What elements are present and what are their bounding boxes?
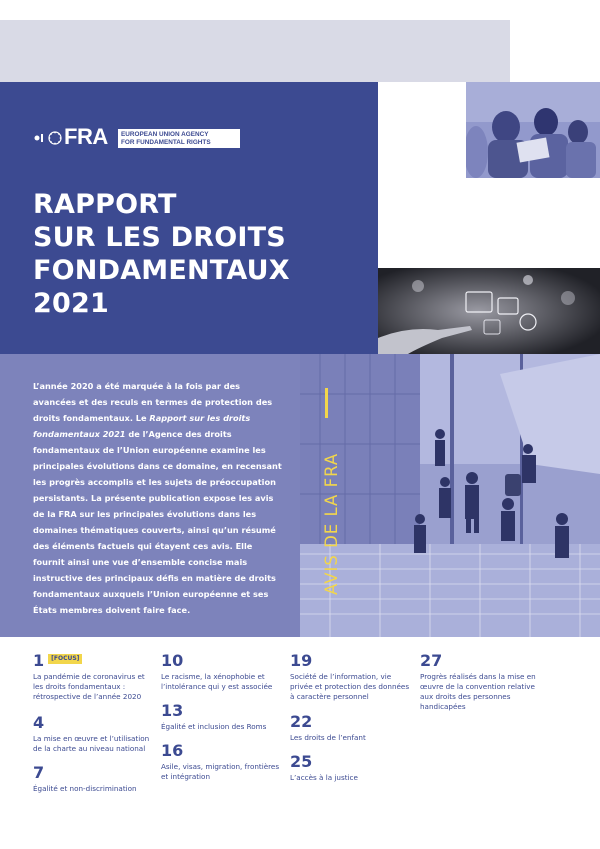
agency-name-box bbox=[118, 129, 240, 148]
digital-hand-photo bbox=[378, 268, 600, 354]
fra-logo bbox=[33, 128, 63, 152]
focus-badge: [FOCUS] bbox=[48, 654, 82, 664]
children-photo bbox=[466, 82, 600, 178]
toc-item-text: Égalité et non-discrimination bbox=[33, 784, 137, 793]
agency-name-line1: EUROPEAN UNION AGENCY bbox=[121, 131, 209, 138]
eu-stars-icon bbox=[33, 128, 63, 148]
toc-page-number: 1 bbox=[33, 651, 45, 670]
toc-item-text: La pandémie de coronavirus et les droits fondamentaux : rétrospective de l’année 2020 bbox=[33, 672, 145, 701]
toc-item bbox=[290, 753, 410, 783]
title-line2: SUR LES DROITS bbox=[33, 222, 286, 253]
title-line3: FONDAMENTAUX bbox=[33, 255, 290, 286]
toc-item bbox=[33, 652, 148, 702]
toc-page-number: 19 bbox=[290, 651, 313, 670]
toc-page-number: 7 bbox=[33, 763, 45, 782]
toc-item-text: L’accès à la justice bbox=[290, 773, 358, 782]
toc-item bbox=[290, 652, 410, 702]
toc-item bbox=[161, 652, 276, 692]
top-band bbox=[0, 20, 510, 82]
agency-name-line2: FOR FUNDAMENTAL RIGHTS bbox=[121, 139, 211, 146]
toc-item-text: Les droits de l’enfant bbox=[290, 733, 366, 742]
toc-page-number: 4 bbox=[33, 713, 45, 732]
intro-report-title: Rapport sur les droits fondamentaux 2021 bbox=[33, 413, 251, 439]
toc-item-text: Le racisme, la xénophobie et l’intolérance qui y est associée bbox=[161, 672, 273, 691]
avis-label: AVIS DE LA FRA bbox=[322, 452, 341, 595]
toc-item bbox=[33, 714, 153, 754]
toc-page-number: 13 bbox=[161, 701, 184, 720]
toc-page-number: 16 bbox=[161, 741, 184, 760]
intro-text-part1: L’année 2020 a été marquée à la fois par des avancées et des reculs en termes de protection des droits fondamentaux. Le bbox=[33, 381, 273, 423]
toc-item bbox=[33, 764, 153, 794]
fra-wordmark: FRA bbox=[64, 124, 108, 149]
title-line4: 2021 bbox=[33, 288, 109, 319]
toc-page-number: 22 bbox=[290, 712, 313, 731]
toc-item-text: Société de l’information, vie privée et protection des données à caractère personnel bbox=[290, 672, 410, 701]
toc-item bbox=[290, 713, 410, 743]
toc-page-number: 25 bbox=[290, 752, 313, 771]
toc-item-text: Asile, visas, migration, frontières et intégration bbox=[161, 762, 280, 781]
title-line1: RAPPORT bbox=[33, 189, 177, 220]
toc-item-text: La mise en œuvre et l’utilisation de la charte au niveau national bbox=[33, 734, 150, 753]
toc-item bbox=[161, 742, 281, 782]
report-title bbox=[33, 188, 363, 320]
intro-paragraph bbox=[33, 378, 285, 618]
intro-text-part2: de l’Agence des droits fondamentaux de l’Union européenne examine les principales évolutions dans ce domaine, en recensant les progrès accomplis et les sujets de préoccupation persistants. La présente publication expose les avis de la FRA sur les principales évolutions dans les domaines thématiques couverts, ainsi qu’un résumé des éléments factuels qui étayent ces avis. Elle fournit ainsi une vue d’ensemble concise mais instructive des principaux défis en matière de droits fondamentaux auxquels l’Union européenne et ses États membres doivent faire face. bbox=[33, 429, 282, 615]
toc-page-number: 27 bbox=[420, 651, 443, 670]
toc-page-number: 10 bbox=[161, 651, 184, 670]
toc-item-text: Progrès réalisés dans la mise en œuvre de la convention relative aux droits des personnes handicapées bbox=[420, 672, 536, 711]
toc-item bbox=[420, 652, 540, 712]
toc-item bbox=[161, 702, 276, 732]
toc-item-text: Égalité et inclusion des Roms bbox=[161, 722, 267, 731]
